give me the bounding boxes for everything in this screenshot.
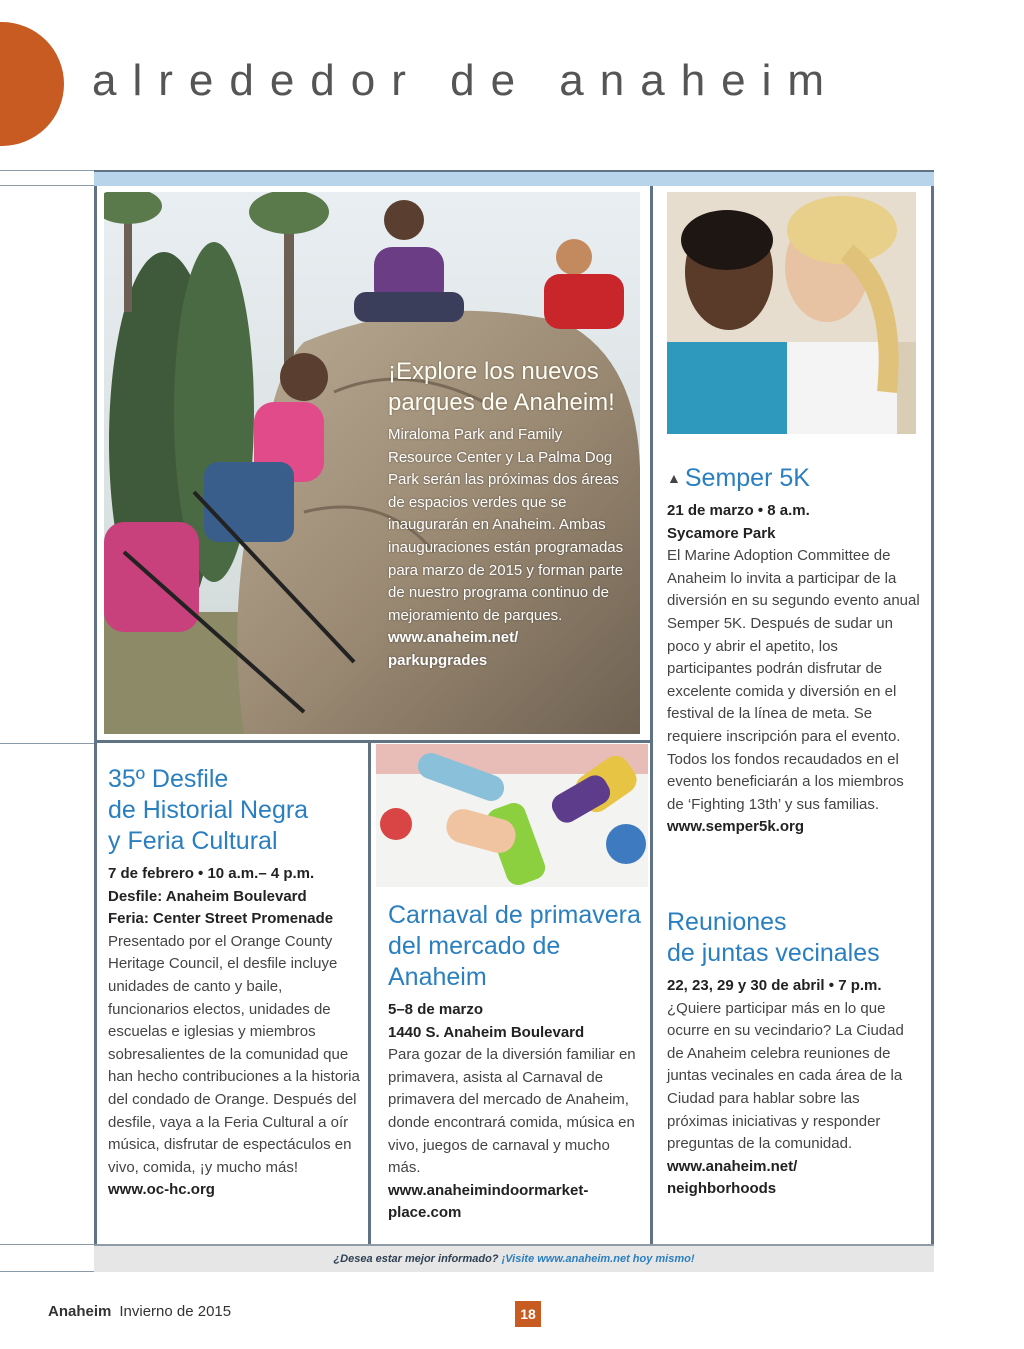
parade-heading-l3: y Feria Cultural — [108, 827, 278, 855]
meetings-meta — [667, 975, 922, 998]
meetings-heading — [667, 907, 922, 969]
meetings-date: 22, 23, 29 y 30 de abril • 7 p.m. — [667, 977, 882, 994]
carnival-url[interactable] — [388, 1180, 642, 1225]
parade-meta — [108, 863, 362, 931]
parade-url[interactable]: www.oc-hc.org — [108, 1181, 215, 1199]
margin-rule — [0, 185, 94, 186]
runners-photo — [667, 192, 916, 434]
carnival-meta — [388, 999, 642, 1044]
column-divider — [650, 186, 653, 1244]
parks-url-line1: www.anaheim.net/ — [388, 629, 519, 647]
carnival-heading-l1: Carnaval de primavera — [388, 901, 641, 929]
parade-heading — [108, 764, 362, 857]
carnival-location: 1440 S. Anaheim Boulevard — [388, 1023, 585, 1041]
parade-heading-l1: 35º Desfile — [108, 765, 229, 793]
info-bar-question: ¿Desea estar mejor informado? — [333, 1253, 499, 1265]
carnival-url-line2: place.com — [388, 1204, 462, 1222]
parks-heading: ¡Explore los nuevos parques de Anaheim! — [388, 358, 615, 416]
meetings-heading-l1: Reuniones — [667, 908, 787, 936]
parks-overlay — [388, 356, 628, 673]
semper-meta — [667, 500, 922, 545]
meetings-heading-l2: de juntas vecinales — [667, 939, 880, 967]
up-triangle-icon: ▲ — [667, 470, 681, 486]
semper-article — [667, 463, 922, 839]
semper-location: Sycamore Park — [667, 524, 776, 542]
carnival-article — [388, 900, 642, 1225]
meetings-article — [667, 907, 922, 1201]
info-bar-cta[interactable]: ¡Visite www.anaheim.net hoy mismo! — [501, 1253, 695, 1265]
semper-heading-row — [667, 463, 922, 494]
carnival-url-line1: www.anaheimindoormarket- — [388, 1181, 589, 1199]
parks-body: Miraloma Park and Family Resource Center y La Palma Dog Park serán las próximas dos áreas de espacios verdes que se inaugurarán en Anaheim. Ambas inauguraciones están programadas para marzo de 2015 y forman parte de nuestro programa continuo de mejoramiento de parques. — [388, 426, 624, 624]
parks-url[interactable] — [388, 627, 628, 672]
carnival-noisemakers-photo — [376, 744, 648, 887]
margin-rule — [0, 743, 94, 744]
meetings-url-line2: neighborhoods — [667, 1180, 777, 1198]
semper-url[interactable]: www.semper5k.org — [667, 818, 804, 836]
semper-body: El Marine Adoption Committee de Anaheim lo invita a participar de la diversión en su segundo evento anual Semper 5K. Después de sudar un poco y abrir el apetito, los participantes podrán disfrutar de excelente comida y diversión en el festival de la línea de meta. Se requiere inscripción para el evento. Todos los fondos recaudados en el evento beneficiarán a los miembros de ‘Fighting 13th’ y sus familias. — [667, 547, 920, 813]
margin-rule — [0, 1271, 94, 1272]
parade-body: Presentado por el Orange County Heritage Council, el desfile incluye unidades de canto y baile, funcionarios electos, unidades de escuelas e iglesias y miembros sobresalientes de la comunidad que han hecho contribuciones a la historia del condado de Orange. Después del desfile, vaya a la Feria Cultural a oír música, disfrutar de espectáculos en vivo, comida, ¡y mucho más! — [108, 932, 360, 1176]
parks-url-line2: parkupgrades — [388, 651, 488, 669]
footer-issue: Invierno de 2015 — [119, 1303, 232, 1320]
row-divider — [94, 740, 653, 743]
info-bar — [94, 1244, 934, 1272]
margin-rule — [0, 170, 94, 171]
footer-brand — [48, 1303, 231, 1320]
top-accent-bar — [94, 170, 934, 186]
footer-brand-name: Anaheim — [48, 1303, 112, 1320]
parade-date: 7 de febrero • 10 a.m.– 4 p.m. — [108, 865, 315, 882]
parade-location-1: Desfile: Anaheim Boulevard — [108, 887, 307, 905]
carnival-date: 5–8 de marzo — [388, 1001, 484, 1018]
meetings-url-line1: www.anaheim.net/ — [667, 1157, 798, 1175]
margin-rule — [0, 1244, 94, 1245]
orange-circle-decoration — [0, 22, 64, 146]
carnival-body: Para gozar de la diversión familiar en primavera, asista al Carnaval de primavera del mercado de Anaheim, donde encontrará comida, música en vivo, juegos de carnaval y mucho más. — [388, 1046, 636, 1177]
carnival-heading — [388, 900, 642, 993]
meetings-body: ¿Quiere participar más en lo que ocurre en su vecindario? La Ciudad de Anaheim celebra reuniones de juntas vecinales en cada área de la Ciudad para hablar sobre las próximas iniciativas y responder preguntas de la comunidad. — [667, 999, 904, 1153]
page-title: alrededor de anaheim — [92, 56, 841, 105]
parade-heading-l2: de Historial Negra — [108, 796, 309, 824]
page-number: 18 — [515, 1301, 541, 1327]
carnival-heading-l2: del mercado de — [388, 932, 561, 960]
column-divider — [368, 743, 371, 1244]
semper-heading: Semper 5K — [684, 464, 810, 492]
meetings-url[interactable] — [667, 1156, 922, 1201]
semper-date: 21 de marzo • 8 a.m. — [667, 502, 810, 519]
parade-article — [108, 764, 362, 1202]
parade-location-2: Feria: Center Street Promenade — [108, 910, 334, 928]
carnival-heading-l3: Anaheim — [388, 963, 487, 991]
